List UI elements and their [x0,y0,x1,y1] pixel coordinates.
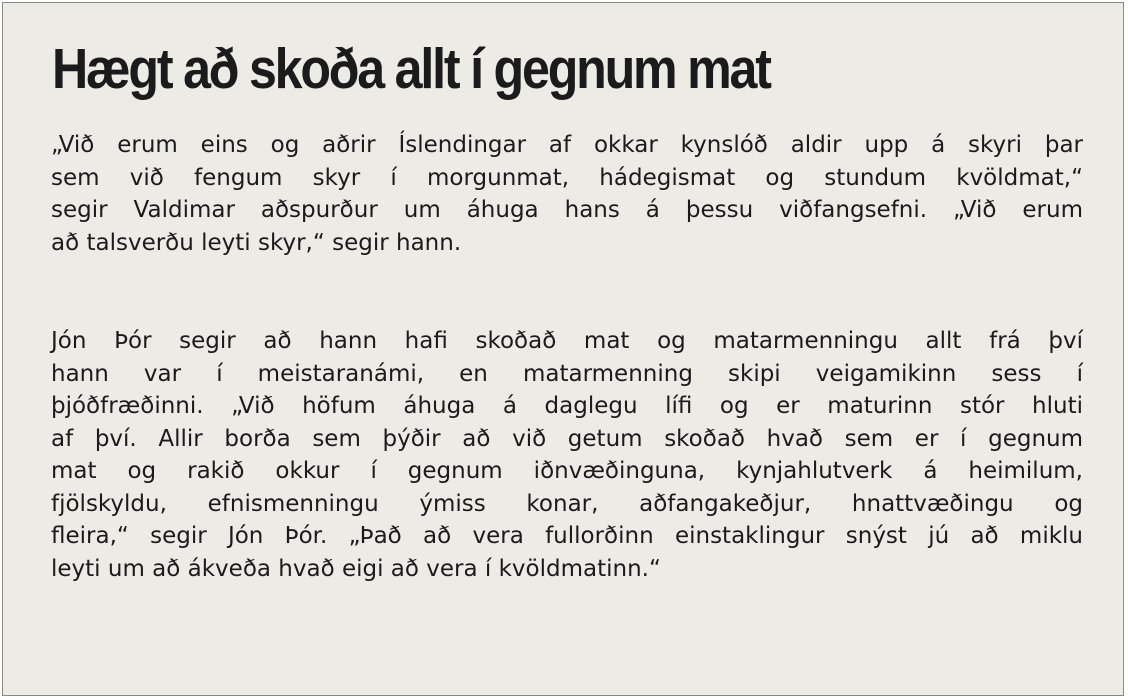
paragraph-line: þjóðfræðinni. „Við höfum áhuga á daglegu lífi og er maturinn stór hluti [51,393,1083,419]
article-paragraph-1 [51,129,1083,259]
paragraph-line: „Við erum eins og aðrir Íslendingar af okkar kynslóð aldir upp á skyri þar [51,132,1083,158]
article-paragraph-2 [51,325,1083,585]
paragraph-line: Jón Þór segir að hann hafi skoðað mat og matarmenningu allt frá því [51,328,1083,354]
paragraph-line: fleira,“ segir Jón Þór. „Það að vera fullorðinn einstaklingur snýst jú að miklu [51,523,1083,549]
paragraph-line: af því. Allir borða sem þýðir að við getum skoðað hvað sem er í gegnum [51,425,1083,452]
paragraph-line: sem við fengum skyr í morgunmat, hádegismat og stundum kvöldmat,“ [51,164,1083,191]
paragraph-line: hann var í meistaranámi, en matarmenning skipi veigamikinn sess í [51,360,1083,387]
article-headline: Hægt að skoða allt í gegnum mat [52,37,770,101]
paragraph-line: mat og rakið okkur í gegnum iðnvæðinguna, kynjahlutverk á heimilum, [51,458,1083,484]
paragraph-line: fjölskyldu, efnismenningu ýmiss konar, aðfangakeðjur, hnattvæðingu og [51,490,1083,517]
paragraph-line: leyti um að ákveða hvað eigi að vera í kvöldmatinn.“ [51,555,661,582]
article-panel [2,2,1124,696]
paragraph-line: að talsverðu leyti skyr,“ segir hann. [51,229,462,256]
paragraph-line: segir Valdimar aðspurður um áhuga hans á þessu viðfangsefni. „Við erum [51,197,1083,223]
